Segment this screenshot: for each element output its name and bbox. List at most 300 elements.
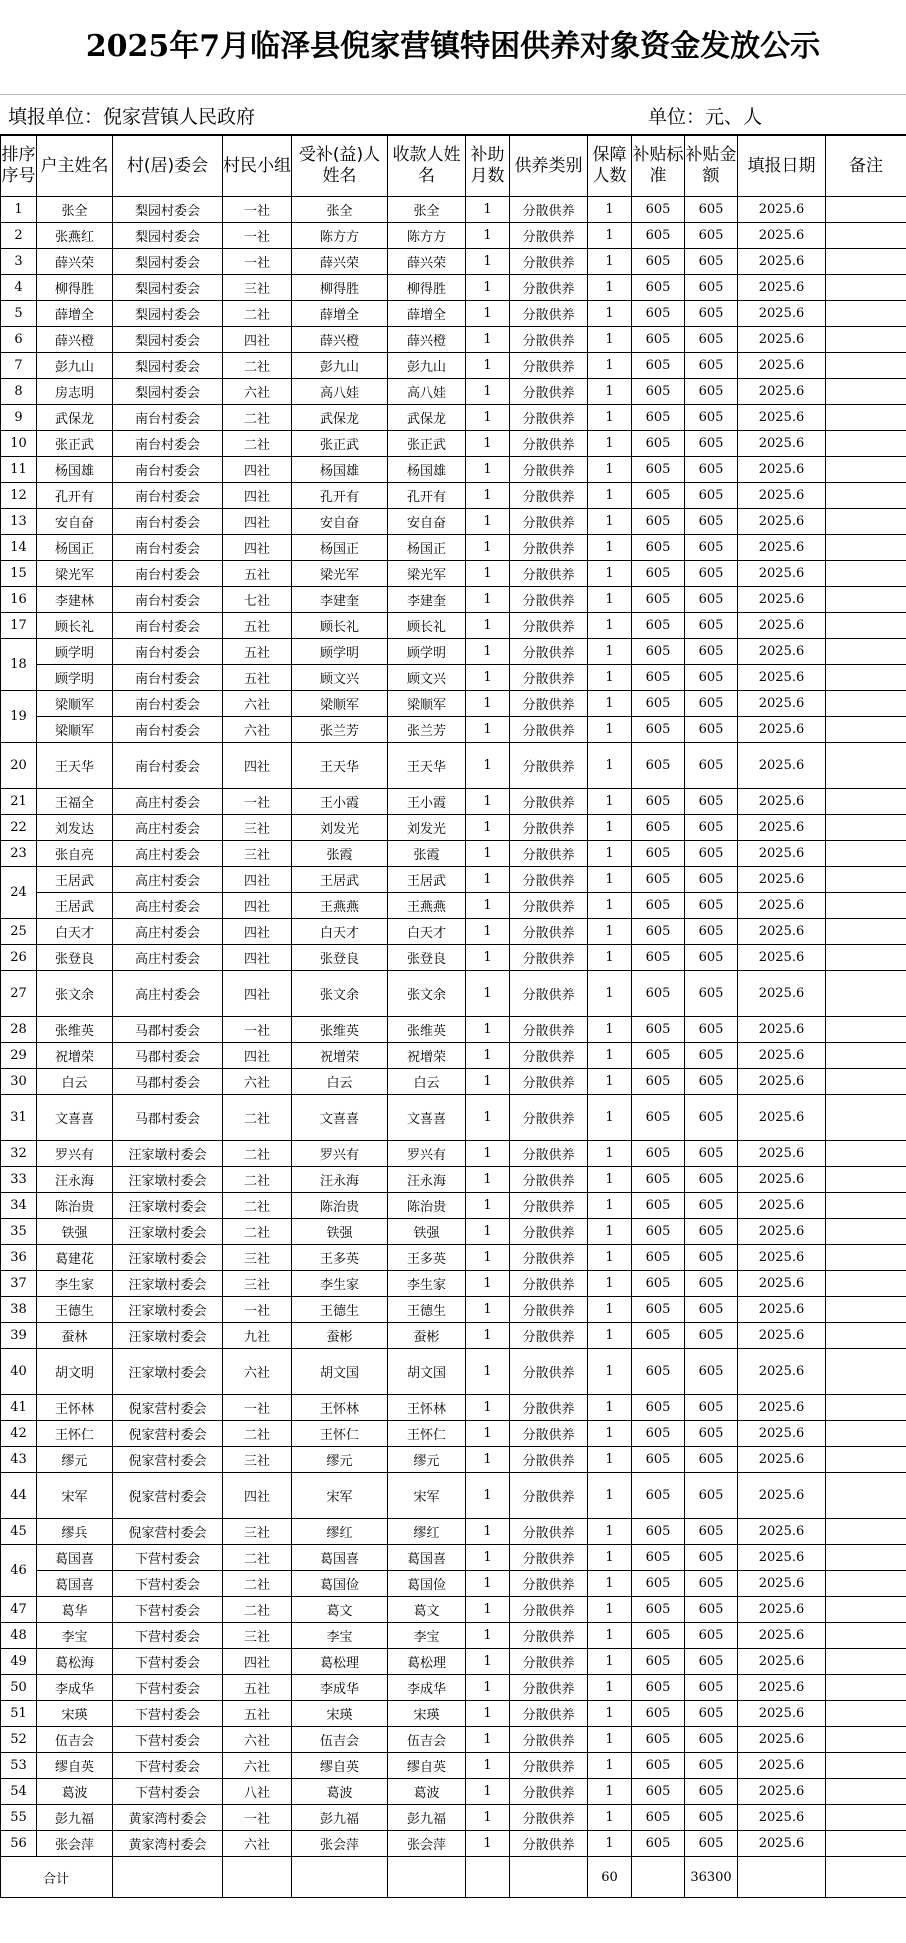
remark-cell	[826, 327, 906, 353]
beneficiary-cell: 彭九福	[292, 1805, 388, 1831]
standard-cell: 605	[632, 197, 685, 223]
total-empty-cell	[223, 1857, 292, 1898]
persons-cell: 1	[588, 945, 632, 971]
village-cell: 梨园村委会	[113, 379, 223, 405]
table-row	[1, 1727, 906, 1753]
date-cell: 2025.6	[738, 919, 826, 945]
category-cell: 分散供养	[510, 1395, 588, 1421]
months-cell: 1	[466, 1545, 510, 1571]
table-row	[1, 1017, 906, 1043]
header-cell: 排序序号	[1, 136, 37, 197]
group-cell: 二社	[223, 1597, 292, 1623]
row-number-cell: 41	[1, 1395, 37, 1421]
household-head-cell: 张文余	[37, 971, 113, 1017]
amount-cell: 605	[685, 587, 738, 613]
table-row	[1, 1597, 906, 1623]
category-cell: 分散供养	[510, 405, 588, 431]
household-head-cell: 柳得胜	[37, 275, 113, 301]
months-cell: 1	[466, 1519, 510, 1545]
remark-cell	[826, 1271, 906, 1297]
household-head-cell: 白云	[37, 1069, 113, 1095]
group-cell: 六社	[223, 717, 292, 743]
village-cell: 汪家墩村委会	[113, 1219, 223, 1245]
standard-cell: 605	[632, 587, 685, 613]
remark-cell	[826, 197, 906, 223]
persons-cell: 1	[588, 1043, 632, 1069]
standard-cell: 605	[632, 1271, 685, 1297]
table-row	[1, 223, 906, 249]
amount-cell: 605	[685, 717, 738, 743]
beneficiary-cell: 王怀仁	[292, 1421, 388, 1447]
date-cell: 2025.6	[738, 249, 826, 275]
amount-cell: 605	[685, 945, 738, 971]
beneficiary-cell: 李宝	[292, 1623, 388, 1649]
amount-cell: 605	[685, 1701, 738, 1727]
header-row	[1, 136, 906, 197]
table-row	[1, 301, 906, 327]
standard-cell: 605	[632, 1805, 685, 1831]
village-cell: 马郡村委会	[113, 1017, 223, 1043]
household-head-cell: 李生家	[37, 1271, 113, 1297]
amount-cell: 605	[685, 509, 738, 535]
table-row	[1, 1519, 906, 1545]
amount-cell: 605	[685, 1545, 738, 1571]
standard-cell: 605	[632, 1701, 685, 1727]
months-cell: 1	[466, 249, 510, 275]
household-head-cell: 王天华	[37, 743, 113, 789]
months-cell: 1	[466, 815, 510, 841]
beneficiary-cell: 罗兴有	[292, 1141, 388, 1167]
row-number-cell: 15	[1, 561, 37, 587]
standard-cell: 605	[632, 1753, 685, 1779]
village-cell: 高庄村委会	[113, 789, 223, 815]
beneficiary-cell: 宋军	[292, 1473, 388, 1519]
date-cell: 2025.6	[738, 945, 826, 971]
payee-cell: 薛兴橙	[388, 327, 466, 353]
persons-cell: 1	[588, 1727, 632, 1753]
amount-cell: 605	[685, 665, 738, 691]
payee-cell: 王多英	[388, 1245, 466, 1271]
persons-cell: 1	[588, 301, 632, 327]
date-cell: 2025.6	[738, 1069, 826, 1095]
remark-cell	[826, 1597, 906, 1623]
persons-cell: 1	[588, 893, 632, 919]
months-cell: 1	[466, 1297, 510, 1323]
persons-cell: 1	[588, 249, 632, 275]
row-number-cell: 25	[1, 919, 37, 945]
table-row	[1, 1753, 906, 1779]
village-cell: 马郡村委会	[113, 1069, 223, 1095]
household-head-cell: 伍吉会	[37, 1727, 113, 1753]
date-cell: 2025.6	[738, 1349, 826, 1395]
row-number-cell: 13	[1, 509, 37, 535]
village-cell: 黄家湾村委会	[113, 1805, 223, 1831]
persons-cell: 1	[588, 1421, 632, 1447]
village-cell: 汪家墩村委会	[113, 1167, 223, 1193]
category-cell: 分散供养	[510, 1701, 588, 1727]
remark-cell	[826, 789, 906, 815]
beneficiary-cell: 白天才	[292, 919, 388, 945]
persons-cell: 1	[588, 1519, 632, 1545]
payee-cell: 张正武	[388, 431, 466, 457]
payee-cell: 葛松理	[388, 1649, 466, 1675]
months-cell: 1	[466, 1597, 510, 1623]
category-cell: 分散供养	[510, 1545, 588, 1571]
village-cell: 马郡村委会	[113, 1095, 223, 1141]
months-cell: 1	[466, 613, 510, 639]
persons-cell: 1	[588, 353, 632, 379]
standard-cell: 605	[632, 1167, 685, 1193]
group-cell: 四社	[223, 743, 292, 789]
remark-cell	[826, 815, 906, 841]
beneficiary-cell: 高八娃	[292, 379, 388, 405]
amount-cell: 605	[685, 691, 738, 717]
amount-cell: 605	[685, 1069, 738, 1095]
row-number-cell: 19	[1, 691, 37, 743]
category-cell: 分散供养	[510, 1623, 588, 1649]
payee-cell: 刘发光	[388, 815, 466, 841]
beneficiary-cell: 葛国喜	[292, 1545, 388, 1571]
remark-cell	[826, 1349, 906, 1395]
beneficiary-cell: 张兰芳	[292, 717, 388, 743]
date-cell: 2025.6	[738, 1753, 826, 1779]
remark-cell	[826, 1831, 906, 1857]
village-cell: 下营村委会	[113, 1779, 223, 1805]
row-number-cell: 7	[1, 353, 37, 379]
household-head-cell: 张全	[37, 197, 113, 223]
remark-cell	[826, 223, 906, 249]
row-number-cell: 50	[1, 1675, 37, 1701]
amount-cell: 605	[685, 919, 738, 945]
beneficiary-cell: 柳得胜	[292, 275, 388, 301]
persons-cell: 1	[588, 587, 632, 613]
row-number-cell: 39	[1, 1323, 37, 1349]
date-cell: 2025.6	[738, 1167, 826, 1193]
standard-cell: 605	[632, 1349, 685, 1395]
standard-cell: 605	[632, 1571, 685, 1597]
amount-cell: 605	[685, 301, 738, 327]
months-cell: 1	[466, 301, 510, 327]
payee-cell: 铁强	[388, 1219, 466, 1245]
months-cell: 1	[466, 1069, 510, 1095]
payee-cell: 孔开有	[388, 483, 466, 509]
category-cell: 分散供养	[510, 1349, 588, 1395]
payment-table	[0, 135, 906, 1898]
payee-cell: 祝增荣	[388, 1043, 466, 1069]
standard-cell: 605	[632, 223, 685, 249]
amount-cell: 605	[685, 1519, 738, 1545]
household-head-cell: 梁光军	[37, 561, 113, 587]
amount-cell: 605	[685, 535, 738, 561]
table-row	[1, 919, 906, 945]
beneficiary-cell: 王燕燕	[292, 893, 388, 919]
table-row	[1, 1675, 906, 1701]
row-number-cell: 47	[1, 1597, 37, 1623]
village-cell: 南台村委会	[113, 483, 223, 509]
standard-cell: 605	[632, 353, 685, 379]
village-cell: 高庄村委会	[113, 945, 223, 971]
group-cell: 六社	[223, 1349, 292, 1395]
date-cell: 2025.6	[738, 1779, 826, 1805]
village-cell: 南台村委会	[113, 509, 223, 535]
category-cell: 分散供养	[510, 1017, 588, 1043]
group-cell: 三社	[223, 1447, 292, 1473]
group-cell: 一社	[223, 1017, 292, 1043]
household-head-cell: 李宝	[37, 1623, 113, 1649]
household-head-cell: 刘发达	[37, 815, 113, 841]
persons-cell: 1	[588, 919, 632, 945]
payee-cell: 张兰芳	[388, 717, 466, 743]
standard-cell: 605	[632, 509, 685, 535]
payee-cell: 武保龙	[388, 405, 466, 431]
beneficiary-cell: 李建奎	[292, 587, 388, 613]
reporting-unit: 填报单位：倪家营镇人民政府	[8, 106, 256, 128]
total-persons: 60	[588, 1857, 632, 1898]
payee-cell: 薛兴荣	[388, 249, 466, 275]
date-cell: 2025.6	[738, 457, 826, 483]
amount-cell: 605	[685, 1323, 738, 1349]
group-cell: 四社	[223, 327, 292, 353]
table-row	[1, 1831, 906, 1857]
date-cell: 2025.6	[738, 535, 826, 561]
payee-cell: 胡文国	[388, 1349, 466, 1395]
household-head-cell: 缪元	[37, 1447, 113, 1473]
remark-cell	[826, 867, 906, 893]
household-head-cell: 李成华	[37, 1675, 113, 1701]
village-cell: 南台村委会	[113, 639, 223, 665]
household-head-cell: 杨国雄	[37, 457, 113, 483]
row-number-cell: 8	[1, 379, 37, 405]
payee-cell: 高八娃	[388, 379, 466, 405]
date-cell: 2025.6	[738, 1141, 826, 1167]
group-cell: 七社	[223, 587, 292, 613]
months-cell: 1	[466, 1323, 510, 1349]
table-row	[1, 971, 906, 1017]
amount-cell: 605	[685, 1395, 738, 1421]
standard-cell: 605	[632, 867, 685, 893]
group-cell: 四社	[223, 1043, 292, 1069]
household-head-cell: 李建林	[37, 587, 113, 613]
persons-cell: 1	[588, 1649, 632, 1675]
standard-cell: 605	[632, 1219, 685, 1245]
date-cell: 2025.6	[738, 1271, 826, 1297]
amount-cell: 605	[685, 483, 738, 509]
group-cell: 四社	[223, 1649, 292, 1675]
info-row	[0, 94, 906, 135]
months-cell: 1	[466, 275, 510, 301]
persons-cell: 1	[588, 867, 632, 893]
amount-cell: 605	[685, 1779, 738, 1805]
table-body	[1, 197, 906, 1857]
category-cell: 分散供养	[510, 841, 588, 867]
months-cell: 1	[466, 1805, 510, 1831]
beneficiary-cell: 顾文兴	[292, 665, 388, 691]
persons-cell: 1	[588, 275, 632, 301]
table-row	[1, 1447, 906, 1473]
row-number-cell: 28	[1, 1017, 37, 1043]
payee-cell: 彭九山	[388, 353, 466, 379]
beneficiary-cell: 王德生	[292, 1297, 388, 1323]
remark-cell	[826, 971, 906, 1017]
months-cell: 1	[466, 1753, 510, 1779]
household-head-cell: 葛国喜	[37, 1545, 113, 1571]
remark-cell	[826, 665, 906, 691]
beneficiary-cell: 薛兴橙	[292, 327, 388, 353]
amount-cell: 605	[685, 249, 738, 275]
date-cell: 2025.6	[738, 639, 826, 665]
household-head-cell: 祝增荣	[37, 1043, 113, 1069]
remark-cell	[826, 1141, 906, 1167]
remark-cell	[826, 587, 906, 613]
table-row	[1, 1069, 906, 1095]
amount-cell: 605	[685, 639, 738, 665]
row-number-cell: 42	[1, 1421, 37, 1447]
remark-cell	[826, 379, 906, 405]
row-number-cell: 16	[1, 587, 37, 613]
village-cell: 南台村委会	[113, 457, 223, 483]
remark-cell	[826, 457, 906, 483]
date-cell: 2025.6	[738, 717, 826, 743]
amount-cell: 605	[685, 867, 738, 893]
household-head-cell: 薛兴荣	[37, 249, 113, 275]
amount-cell: 605	[685, 223, 738, 249]
village-cell: 高庄村委会	[113, 815, 223, 841]
date-cell: 2025.6	[738, 613, 826, 639]
remark-cell	[826, 1193, 906, 1219]
group-cell: 三社	[223, 1245, 292, 1271]
village-cell: 汪家墩村委会	[113, 1245, 223, 1271]
months-cell: 1	[466, 535, 510, 561]
village-cell: 汪家墩村委会	[113, 1297, 223, 1323]
row-number-cell: 38	[1, 1297, 37, 1323]
standard-cell: 605	[632, 1297, 685, 1323]
row-number-cell: 53	[1, 1753, 37, 1779]
row-number-cell: 20	[1, 743, 37, 789]
header-cell: 补助月数	[466, 136, 510, 197]
village-cell: 高庄村委会	[113, 919, 223, 945]
persons-cell: 1	[588, 815, 632, 841]
date-cell: 2025.6	[738, 1597, 826, 1623]
date-cell: 2025.6	[738, 743, 826, 789]
persons-cell: 1	[588, 197, 632, 223]
table-row	[1, 249, 906, 275]
persons-cell: 1	[588, 841, 632, 867]
household-head-cell: 彭九福	[37, 1805, 113, 1831]
header-cell: 填报日期	[738, 136, 826, 197]
payee-cell: 李宝	[388, 1623, 466, 1649]
category-cell: 分散供养	[510, 197, 588, 223]
standard-cell: 605	[632, 561, 685, 587]
row-number-cell: 6	[1, 327, 37, 353]
row-number-cell: 40	[1, 1349, 37, 1395]
payee-cell: 顾长礼	[388, 613, 466, 639]
amount-cell: 605	[685, 405, 738, 431]
beneficiary-cell: 梁光军	[292, 561, 388, 587]
payee-cell: 王燕燕	[388, 893, 466, 919]
category-cell: 分散供养	[510, 1571, 588, 1597]
standard-cell: 605	[632, 613, 685, 639]
beneficiary-cell: 缪红	[292, 1519, 388, 1545]
date-cell: 2025.6	[738, 327, 826, 353]
group-cell: 二社	[223, 1571, 292, 1597]
group-cell: 四社	[223, 1473, 292, 1519]
months-cell: 1	[466, 1271, 510, 1297]
beneficiary-cell: 张全	[292, 197, 388, 223]
payee-cell: 张会萍	[388, 1831, 466, 1857]
payee-cell: 薛增全	[388, 301, 466, 327]
beneficiary-cell: 张登良	[292, 945, 388, 971]
persons-cell: 1	[588, 405, 632, 431]
persons-cell: 1	[588, 1779, 632, 1805]
beneficiary-cell: 彭九山	[292, 353, 388, 379]
row-number-cell: 11	[1, 457, 37, 483]
category-cell: 分散供养	[510, 1649, 588, 1675]
table-row	[1, 613, 906, 639]
months-cell: 1	[466, 457, 510, 483]
date-cell: 2025.6	[738, 431, 826, 457]
beneficiary-cell: 顾长礼	[292, 613, 388, 639]
standard-cell: 605	[632, 275, 685, 301]
village-cell: 下营村委会	[113, 1545, 223, 1571]
household-head-cell: 薛增全	[37, 301, 113, 327]
household-head-cell: 梁顺军	[37, 691, 113, 717]
remark-cell	[826, 1297, 906, 1323]
date-cell: 2025.6	[738, 1095, 826, 1141]
date-cell: 2025.6	[738, 1017, 826, 1043]
months-cell: 1	[466, 639, 510, 665]
category-cell: 分散供养	[510, 535, 588, 561]
total-empty-cell	[738, 1857, 826, 1898]
standard-cell: 605	[632, 1597, 685, 1623]
table-row	[1, 587, 906, 613]
category-cell: 分散供养	[510, 1831, 588, 1857]
table-row	[1, 945, 906, 971]
date-cell: 2025.6	[738, 691, 826, 717]
beneficiary-cell: 梁顺军	[292, 691, 388, 717]
row-number-cell: 10	[1, 431, 37, 457]
category-cell: 分散供养	[510, 1095, 588, 1141]
village-cell: 南台村委会	[113, 431, 223, 457]
household-head-cell: 宋军	[37, 1473, 113, 1519]
payee-cell: 白云	[388, 1069, 466, 1095]
date-cell: 2025.6	[738, 1831, 826, 1857]
village-cell: 梨园村委会	[113, 327, 223, 353]
persons-cell: 1	[588, 509, 632, 535]
table-row	[1, 1167, 906, 1193]
date-cell: 2025.6	[738, 483, 826, 509]
beneficiary-cell: 葛国俭	[292, 1571, 388, 1597]
village-cell: 倪家营村委会	[113, 1395, 223, 1421]
remark-cell	[826, 1473, 906, 1519]
payee-cell: 葛国俭	[388, 1571, 466, 1597]
village-cell: 南台村委会	[113, 405, 223, 431]
category-cell: 分散供养	[510, 353, 588, 379]
payee-cell: 王怀仁	[388, 1421, 466, 1447]
category-cell: 分散供养	[510, 1069, 588, 1095]
standard-cell: 605	[632, 1623, 685, 1649]
village-cell: 南台村委会	[113, 743, 223, 789]
header-cell: 保障人数	[588, 136, 632, 197]
persons-cell: 1	[588, 1167, 632, 1193]
months-cell: 1	[466, 971, 510, 1017]
payee-cell: 梁顺军	[388, 691, 466, 717]
persons-cell: 1	[588, 1245, 632, 1271]
household-head-cell: 王福全	[37, 789, 113, 815]
months-cell: 1	[466, 561, 510, 587]
village-cell: 高庄村委会	[113, 893, 223, 919]
beneficiary-cell: 张霞	[292, 841, 388, 867]
row-number-cell: 48	[1, 1623, 37, 1649]
